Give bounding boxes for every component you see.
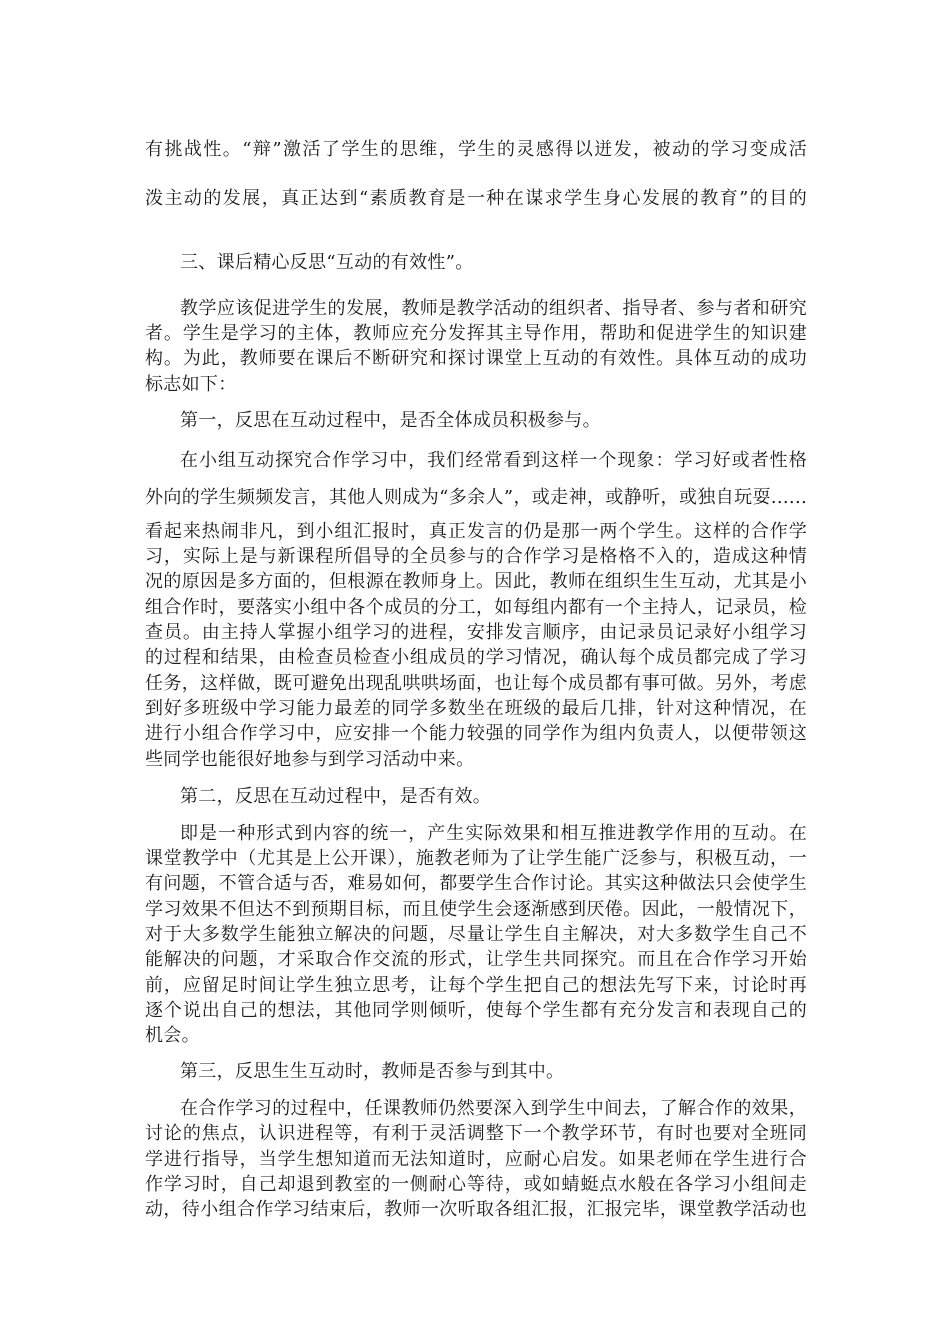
text-line: 任务，这样做，既可避免出现乱哄哄场面，也让每个成员都有事可做。另外，考虑 [145, 673, 807, 694]
text-line: 的过程和结果，由检查员检查小组成员的学习情况，确认每个成员都完成了学习 [145, 647, 807, 668]
text-line: 教学应该促进学生的发展，教师是教学活动的组织者、指导者、参与者和研究 [180, 298, 807, 319]
text-line: 况的原因是多方面的，但根源在教师身上。因此，教师在组织生生互动，尤其是小 [145, 571, 807, 592]
subheading-first: 第一，反思在互动过程中，是否全体成员积极参与。 [180, 410, 601, 431]
text-line: 讨论的焦点，认识进程等，有利于灵活调整下一个教学环节，有时也要对全班同 [145, 1123, 807, 1144]
text-line: 学习效果不但达不到预期目标，而且使学生会逐渐感到厌倦。因此，一般情况下， [145, 899, 807, 920]
text-line: 在小组互动探究合作学习中，我们经常看到这样一个现象：学习好或者性格 [180, 450, 807, 471]
text-line: 查员。由主持人掌握小组学习的进程，安排发言顺序，由记录员记录好小组学习 [145, 622, 807, 643]
text-line: 标志如下： [145, 374, 237, 395]
text-line: 逐个说出自己的想法，其他同学则倾听，使每个学生都有充分发言和表现自己的 [145, 1000, 807, 1021]
text-line: 课堂教学中（尤其是上公开课），施教老师为了让学生能广泛参与，积极互动，一 [145, 848, 807, 869]
section-heading: 三、课后精心反思“互动的有效性”。 [180, 252, 474, 273]
text-line: 对于大多数学生能独立解决的问题，尽量让学生自主解决，对大多数学生自己不 [145, 924, 807, 945]
text-line: 能解决的问题，才采取合作交流的形式，让学生共同探究。而且在合作学习开始 [145, 949, 807, 970]
text-line: 学进行指导，当学生想知道而无法知道时，应耐心启发。如果老师在学生进行合 [145, 1149, 807, 1170]
text-line: 组合作时，要落实小组中各个成员的分工，如每组内都有一个主持人，记录员，检 [145, 597, 807, 618]
text-line: 作学习时，自己却退到教室的一侧耐心等待，或如蜻蜓点水般在各学习小组间走 [145, 1174, 807, 1195]
text-line: 泼主动的发展，真正达到“素质教育是一种在谋求学生身心发展的教育”的目的 [145, 188, 807, 209]
text-line: 即是一种形式到内容的统一，产生实际效果和相互推进教学作用的互动。在 [180, 823, 807, 844]
text-line: 有挑战性。“辩”激活了学生的思维，学生的灵感得以迸发，被动的学习变成活 [145, 139, 807, 160]
text-line: 构。为此，教师要在课后不断研究和探讨课堂上互动的有效性。具体互动的成功 [145, 348, 807, 369]
text-line: 前，应留足时间让学生独立思考，让每个学生把自己的想法先写下来，讨论时再 [145, 975, 807, 996]
text-line: 有问题，不管合适与否，难易如何，都要学生合作讨论。其实这种做法只会使学生 [145, 873, 807, 894]
text-line: 机会。 [145, 1025, 200, 1046]
subheading-second: 第二，反思在互动过程中，是否有效。 [180, 786, 492, 807]
text-line: 进行小组合作学习中，应安排一个能力较强的同学作为组内负责人，以便带领这 [145, 723, 807, 744]
text-line: 外向的学生频频发言，其他人则成为“多余人”，或走神，或静听，或独自玩耍...... [145, 487, 807, 508]
subheading-third: 第三，反思生生互动时，教师是否参与到其中。 [180, 1061, 565, 1082]
text-line: 些同学也能很好地参与到学习活动中来。 [145, 749, 475, 770]
text-line: 看起来热闹非凡，到小组汇报时，真正发言的仍是那一两个学生。这样的合作学 [145, 521, 807, 542]
text-line: 在合作学习的过程中，任课教师仍然要深入到学生中间去，了解合作的效果， [180, 1098, 807, 1119]
text-line: 习，实际上是与新课程所倡导的全员参与的合作学习是格格不入的，造成这种情 [145, 546, 807, 567]
text-line: 者。学生是学习的主体，教师应充分发挥其主导作用，帮助和促进学生的知识建 [145, 323, 807, 344]
text-line: 动，待小组合作学习结束后，教师一次听取各组汇报，汇报完毕，课堂教学活动也 [145, 1199, 807, 1220]
text-line: 到好多班级中学习能力最差的同学多数坐在班级的最后几排，针对这种情况，在 [145, 698, 807, 719]
